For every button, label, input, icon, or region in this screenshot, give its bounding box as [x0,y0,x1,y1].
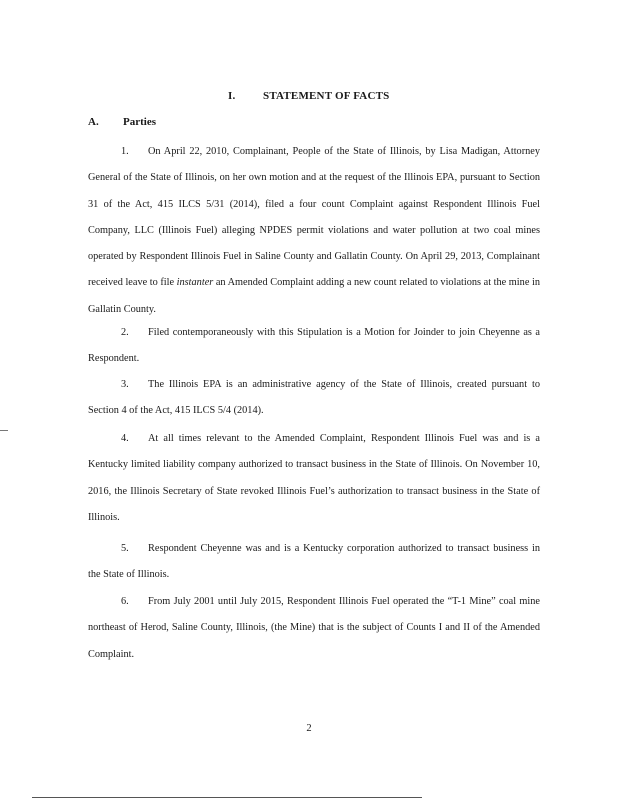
paragraph-number: 1. [121,146,129,157]
paragraph-2 [88,320,540,373]
paragraph-1 [88,139,540,323]
subsection-title: Parties [123,116,156,128]
paragraph-4 [88,426,540,531]
scan-edge-mark [0,430,8,431]
paragraph-text: Respondent Cheyenne was and is a Kentucky corporation authorized to transact business in the State of Illinois. [88,543,540,581]
paragraph-text: Filed contemporaneously with this Stipulation is a Motion for Joinder to join Cheyenne as a Respondent. [88,327,540,365]
paragraph-number: 3. [121,379,129,390]
scan-bottom-line [32,797,422,798]
paragraph-text: The Illinois EPA is an administrative agency of the State of Illinois, created pursuant to Section 4 of the Act, 415 ILCS 5/4 (2014). [88,379,540,417]
subsection-letter: A. [88,116,99,128]
paragraph-5 [88,536,540,589]
paragraph-number: 2. [121,327,129,338]
page-number: 2 [306,723,312,734]
section-number: I. [228,90,236,102]
paragraph-6 [88,589,540,668]
paragraph-3 [88,372,540,425]
paragraph-italic-term: instanter [176,277,214,289]
paragraph-text: On April 22, 2010, Complainant, People of the State of Illinois, by Lisa Madigan, Attorney General of the State of Illinois, on her own motion and at the request of the Illinois EPA, pursuant to Section 31 of the Act, 415 ILCS 5/31 (2014), filed a four count Complaint against Respondent Illinois Fuel Company, LLC (Illinois Fuel) alleging NPDES permit violations and water pollution at two coal mines operated by Respondent Illinois Fuel in Saline County and Gallatin County. On April 29, 2013, Complainant received leave to file [88,146,540,289]
section-title: STATEMENT OF FACTS [263,90,390,102]
subsection-heading [88,116,156,128]
paragraph-text-continued: an Amended Complaint adding a new count related to violations at the mine in Gallatin County. [88,277,540,315]
paragraph-text: From July 2001 until July 2015, Respondent Illinois Fuel operated the “T-1 Mine” coal mine northeast of Herod, Saline County, Illinois, (the Mine) that is the subject of Counts I and II of the Amended Complaint. [88,596,540,660]
paragraph-number: 4. [121,433,129,444]
paragraph-number: 5. [121,543,129,554]
paragraph-number: 6. [121,596,129,607]
paragraph-text: At all times relevant to the Amended Complaint, Respondent Illinois Fuel was and is a Kentucky limited liability company authorized to transact business in the State of Illinois. On November 10, 2016, the Illinois Secretary of State revoked Illinois Fuel’s authorization to transact business in the State of Illinois. [88,433,540,523]
